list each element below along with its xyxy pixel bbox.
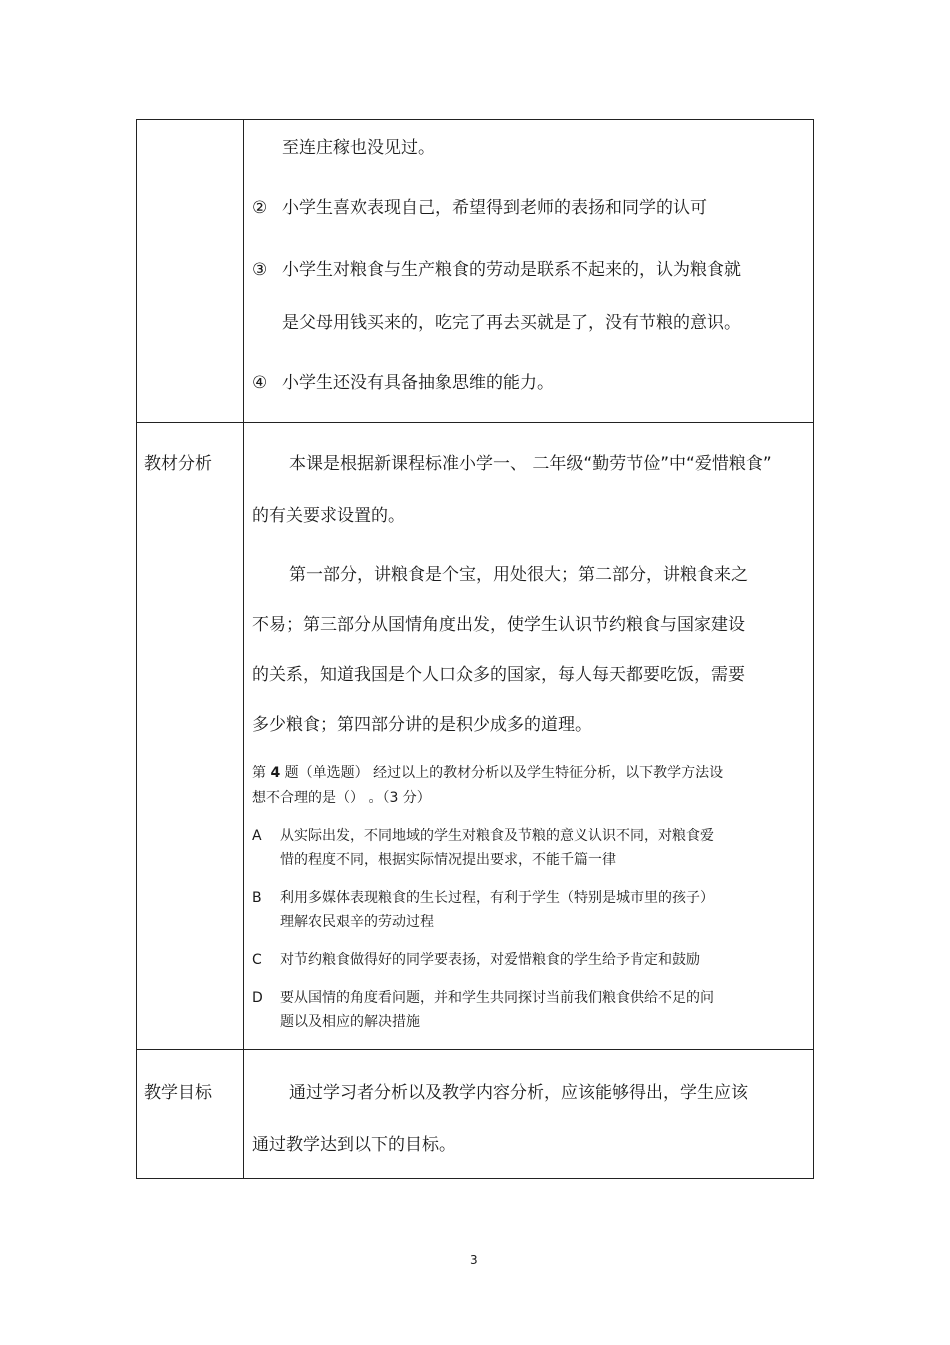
row2-para2-line1: 第一部分，讲粮食是个宝，用处很大；第二部分，讲粮食来之 [289,565,748,585]
option-letter: A [252,828,262,844]
row3-para-line2: 通过教学达到以下的目标。 [252,1135,456,1155]
item-marker: ③ [252,260,268,280]
option-d-cont: 题以及相应的解决措施 [280,1014,420,1030]
table-border-bottom [136,1178,814,1179]
table-border-top [136,119,814,120]
option-text: 对节约粮食做得好的同学要表扬，对爱惜粮食的学生给予肯定和鼓励 [280,952,700,968]
row1-item-4 [252,372,554,394]
item-text: 小学生还没有具备抽象思维的能力。 [282,373,554,393]
option-d [252,988,714,1008]
question-prefix: 第 [252,765,266,781]
item-text: 小学生喜欢表现自己，希望得到老师的表扬和同学的认可 [282,198,707,218]
row3-label: 教学目标 [144,1083,212,1103]
table-border-row2-bottom [136,1049,814,1050]
item-marker: ④ [252,373,268,393]
table-border-left [136,119,137,1179]
option-c [252,950,700,970]
row2-label: 教材分析 [144,454,212,474]
row2-para2-line4: 多少粮食；第四部分讲的是积少成多的道理。 [252,715,592,735]
item-marker: ② [252,198,268,218]
table-border-row1-bottom [136,422,814,423]
row1-item-2 [252,197,707,219]
row1-item-3-cont: 是父母用钱买来的，吃完了再去买就是了，没有节粮的意识。 [282,313,741,333]
question-stem: 题（单选题） 经过以上的教材分析以及学生特征分析，以下教学方法设 [284,765,724,781]
row2-para1-line1: 本课是根据新课程标准小学一、 二年级“勤劳节俭”中“爱惜粮食” [289,454,772,474]
option-text: 利用多媒体表现粮食的生长过程，有利于学生（特别是城市里的孩子） [280,890,714,906]
option-letter: D [252,990,263,1006]
option-a-cont: 惜的程度不同，根据实际情况提出要求，不能千篇一律 [280,852,616,868]
row3-para-line1: 通过学习者分析以及教学内容分析，应该能够得出，学生应该 [289,1083,748,1103]
question-stem-line2: 想不合理的是（） 。（3 分） [252,790,431,806]
question-number: 4 [270,765,281,781]
item-text: 小学生对粮食与生产粮食的劳动是联系不起来的，认为粮食就 [282,260,741,280]
row1-continuation-line: 至连庄稼也没见过。 [282,138,435,158]
option-letter: B [252,890,262,906]
table-border-divider [243,119,244,1179]
option-text: 要从国情的角度看问题，并和学生共同探讨当前我们粮食供给不足的问 [280,990,714,1006]
option-text: 从实际出发，不同地域的学生对粮食及节粮的意义认识不同，对粮食爱 [280,828,714,844]
page-number: 3 [470,1253,478,1267]
row1-item-3 [252,259,741,281]
question-stem-line1 [252,763,723,783]
row2-para2-line2: 不易；第三部分从国情角度出发，使学生认识节约粮食与国家建设 [252,615,745,635]
row2-para1-line2: 的有关要求设置的。 [252,506,405,526]
option-b [252,888,714,908]
option-a [252,826,714,846]
option-letter: C [252,952,262,968]
table-border-right [813,119,814,1179]
row2-para2-line3: 的关系，知道我国是个人口众多的国家，每人每天都要吃饭，需要 [252,665,745,685]
option-b-cont: 理解农民艰辛的劳动过程 [280,914,434,930]
